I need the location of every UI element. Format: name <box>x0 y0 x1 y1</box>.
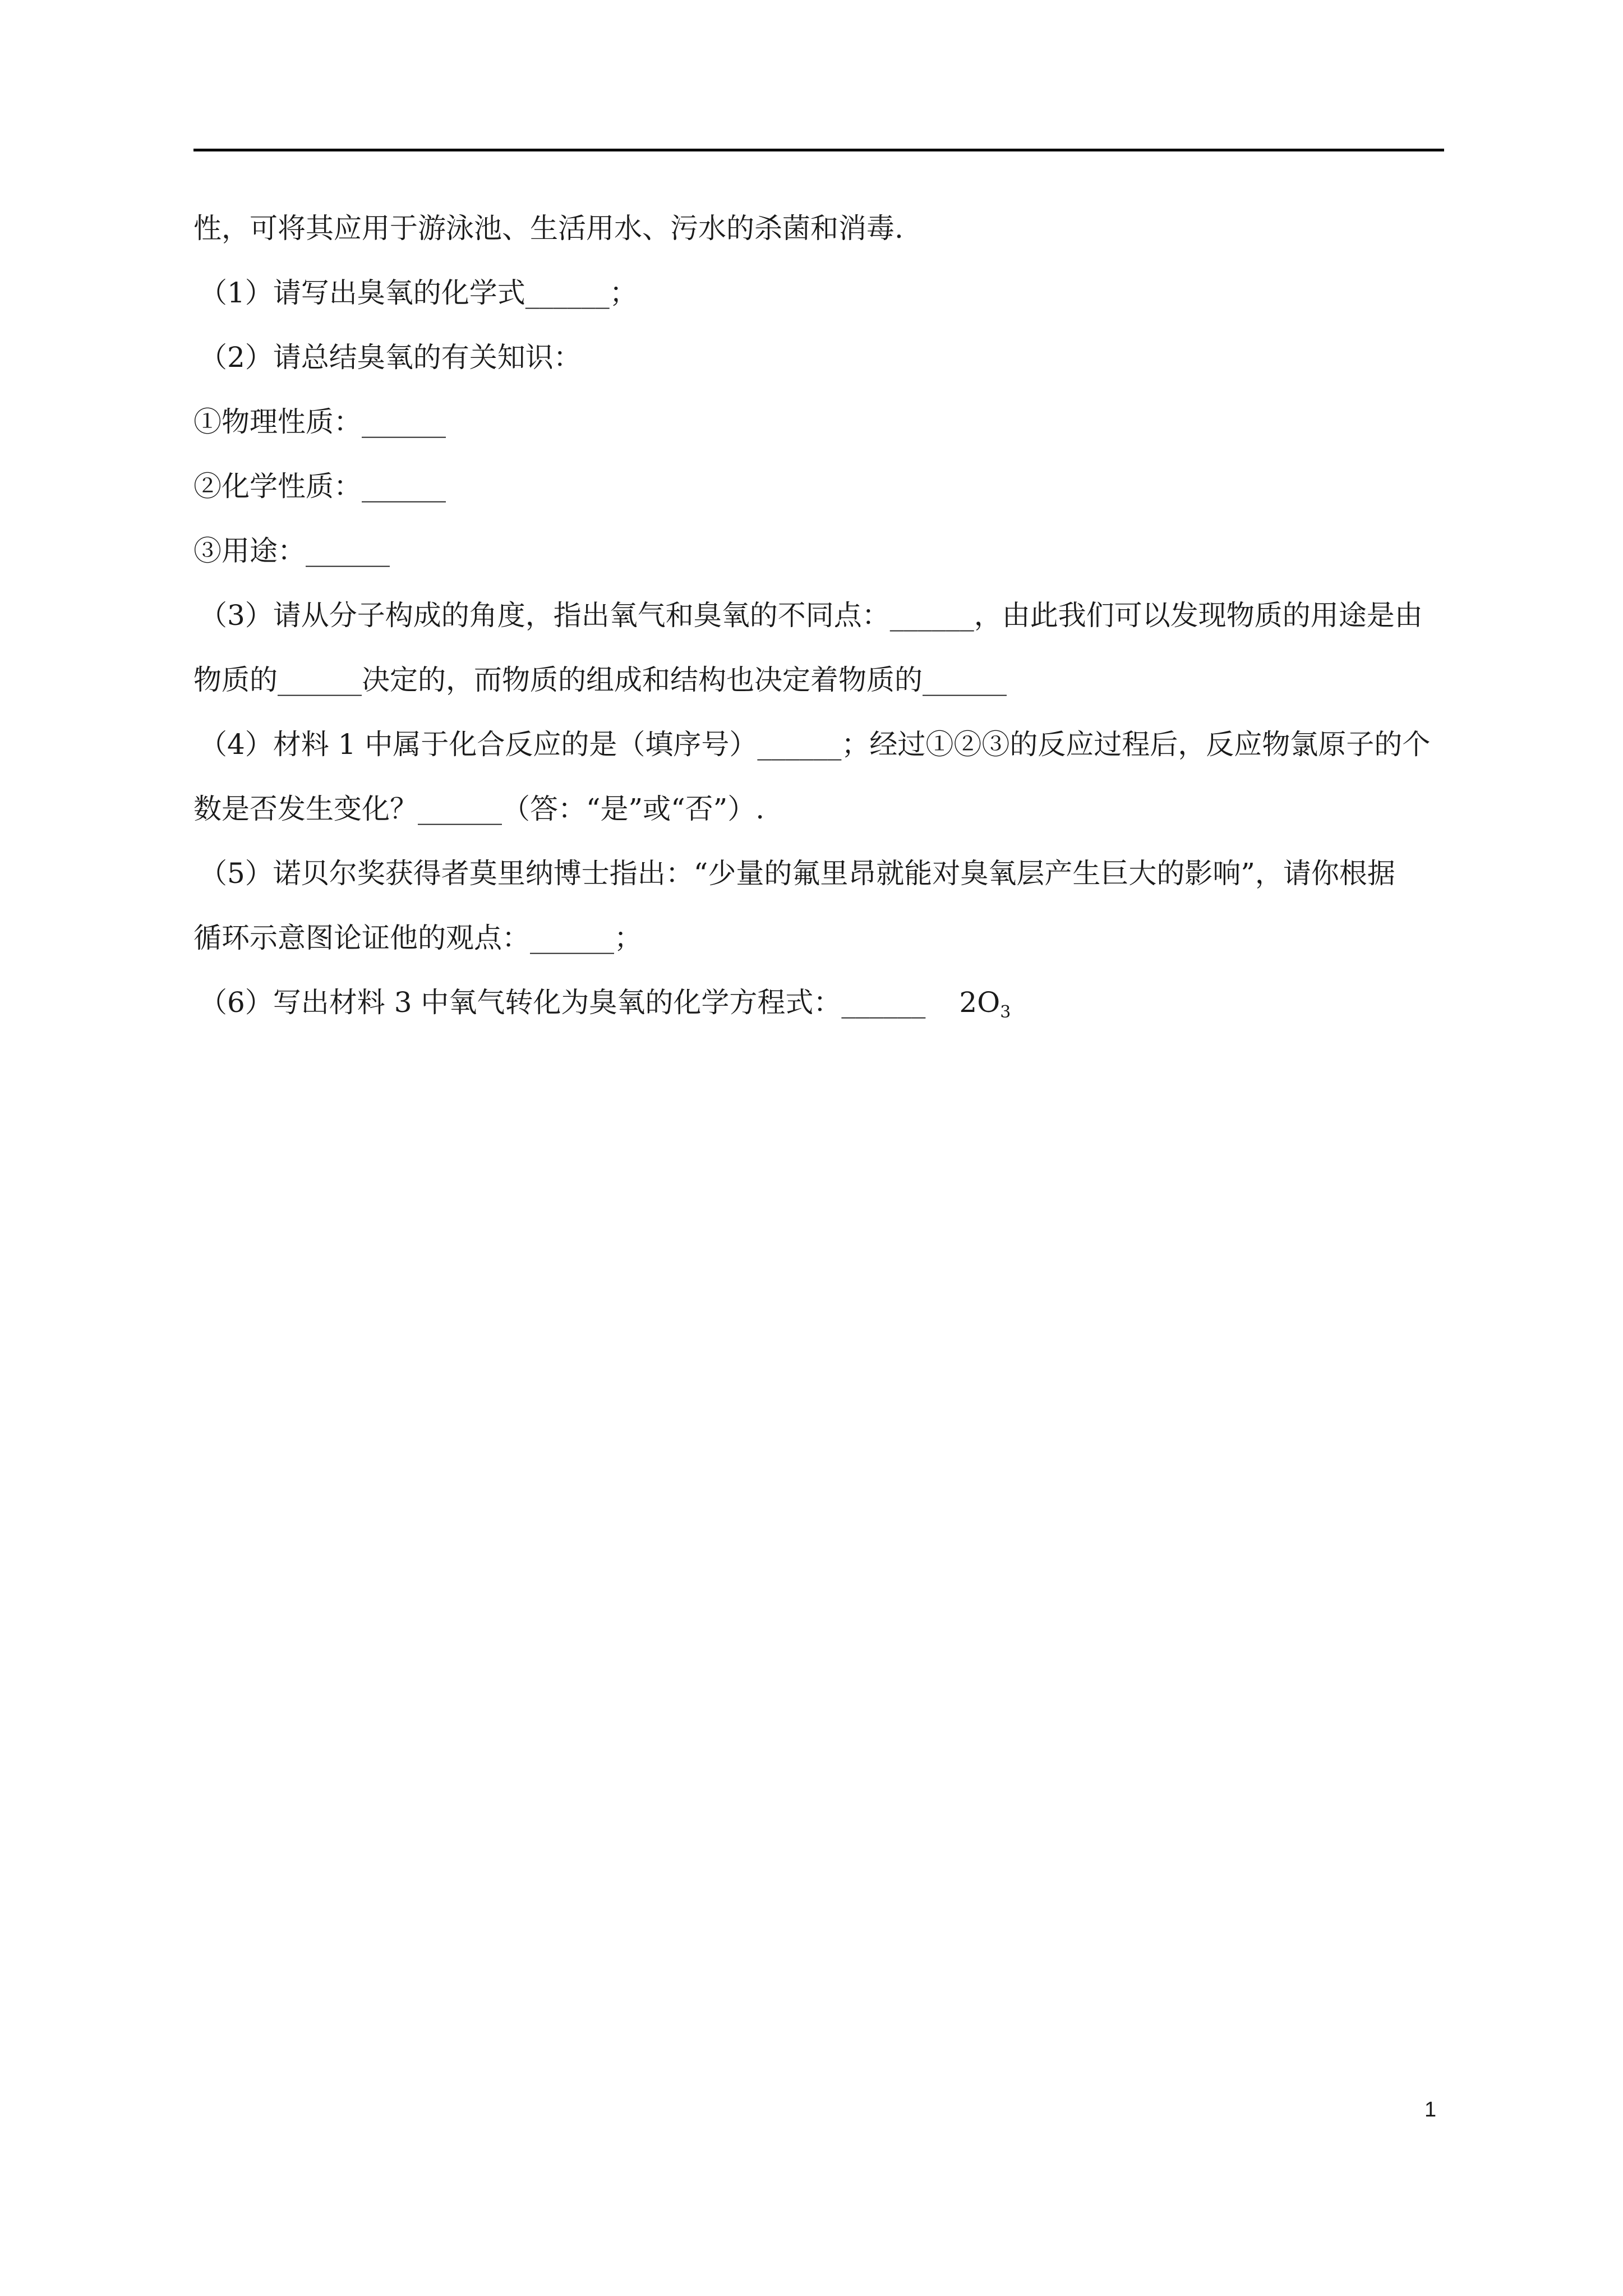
page-number: 1 <box>1424 2098 1437 2122</box>
document-body <box>193 196 1444 1035</box>
formula-main: 2O <box>959 986 1000 1019</box>
question-5-continued: 循环示意图论证他的观点：______； <box>193 922 642 954</box>
item-chemical-properties: ②化学性质：______ <box>193 470 446 503</box>
question-3: （3）请从分子构成的角度，指出氧气和臭氧的不同点：______，由此我们可以发现物质的用途是由 <box>199 599 1423 632</box>
question-4: （4）材料 1 中属于化合反应的是（填序号）______；经过①②③的反应过程后，反应物氯原子的个 <box>199 728 1431 761</box>
text-line: 性，可将其应用于游泳池、生活用水、污水的杀菌和消毒. <box>193 212 903 245</box>
question-4-continued: 数是否发生变化？______（答：“是”或“否”）. <box>193 793 765 825</box>
formula-fragment <box>959 986 1011 1022</box>
item-uses: ③用途：______ <box>193 535 390 567</box>
header-rule <box>193 149 1444 151</box>
formula-subscript: 3 <box>1000 1002 1011 1022</box>
question-6 <box>193 970 1444 1035</box>
question-5: （5）诺贝尔奖获得者莫里纳博士指出：“少量的氟里昂就能对臭氧层产生巨大的影响”，请你根据 <box>199 857 1395 890</box>
item-physical-properties: ①物理性质：______ <box>193 406 446 438</box>
question-2: （2）请总结臭氧的有关知识： <box>199 341 582 374</box>
question-3-continued: 物质的______决定的，而物质的组成和结构也决定着物质的______ <box>193 664 1007 696</box>
question-1: （1）请写出臭氧的化学式______； <box>199 277 638 309</box>
question-6-text: （6）写出材料 3 中氧气转化为臭氧的化学方程式：______ <box>199 986 926 1019</box>
